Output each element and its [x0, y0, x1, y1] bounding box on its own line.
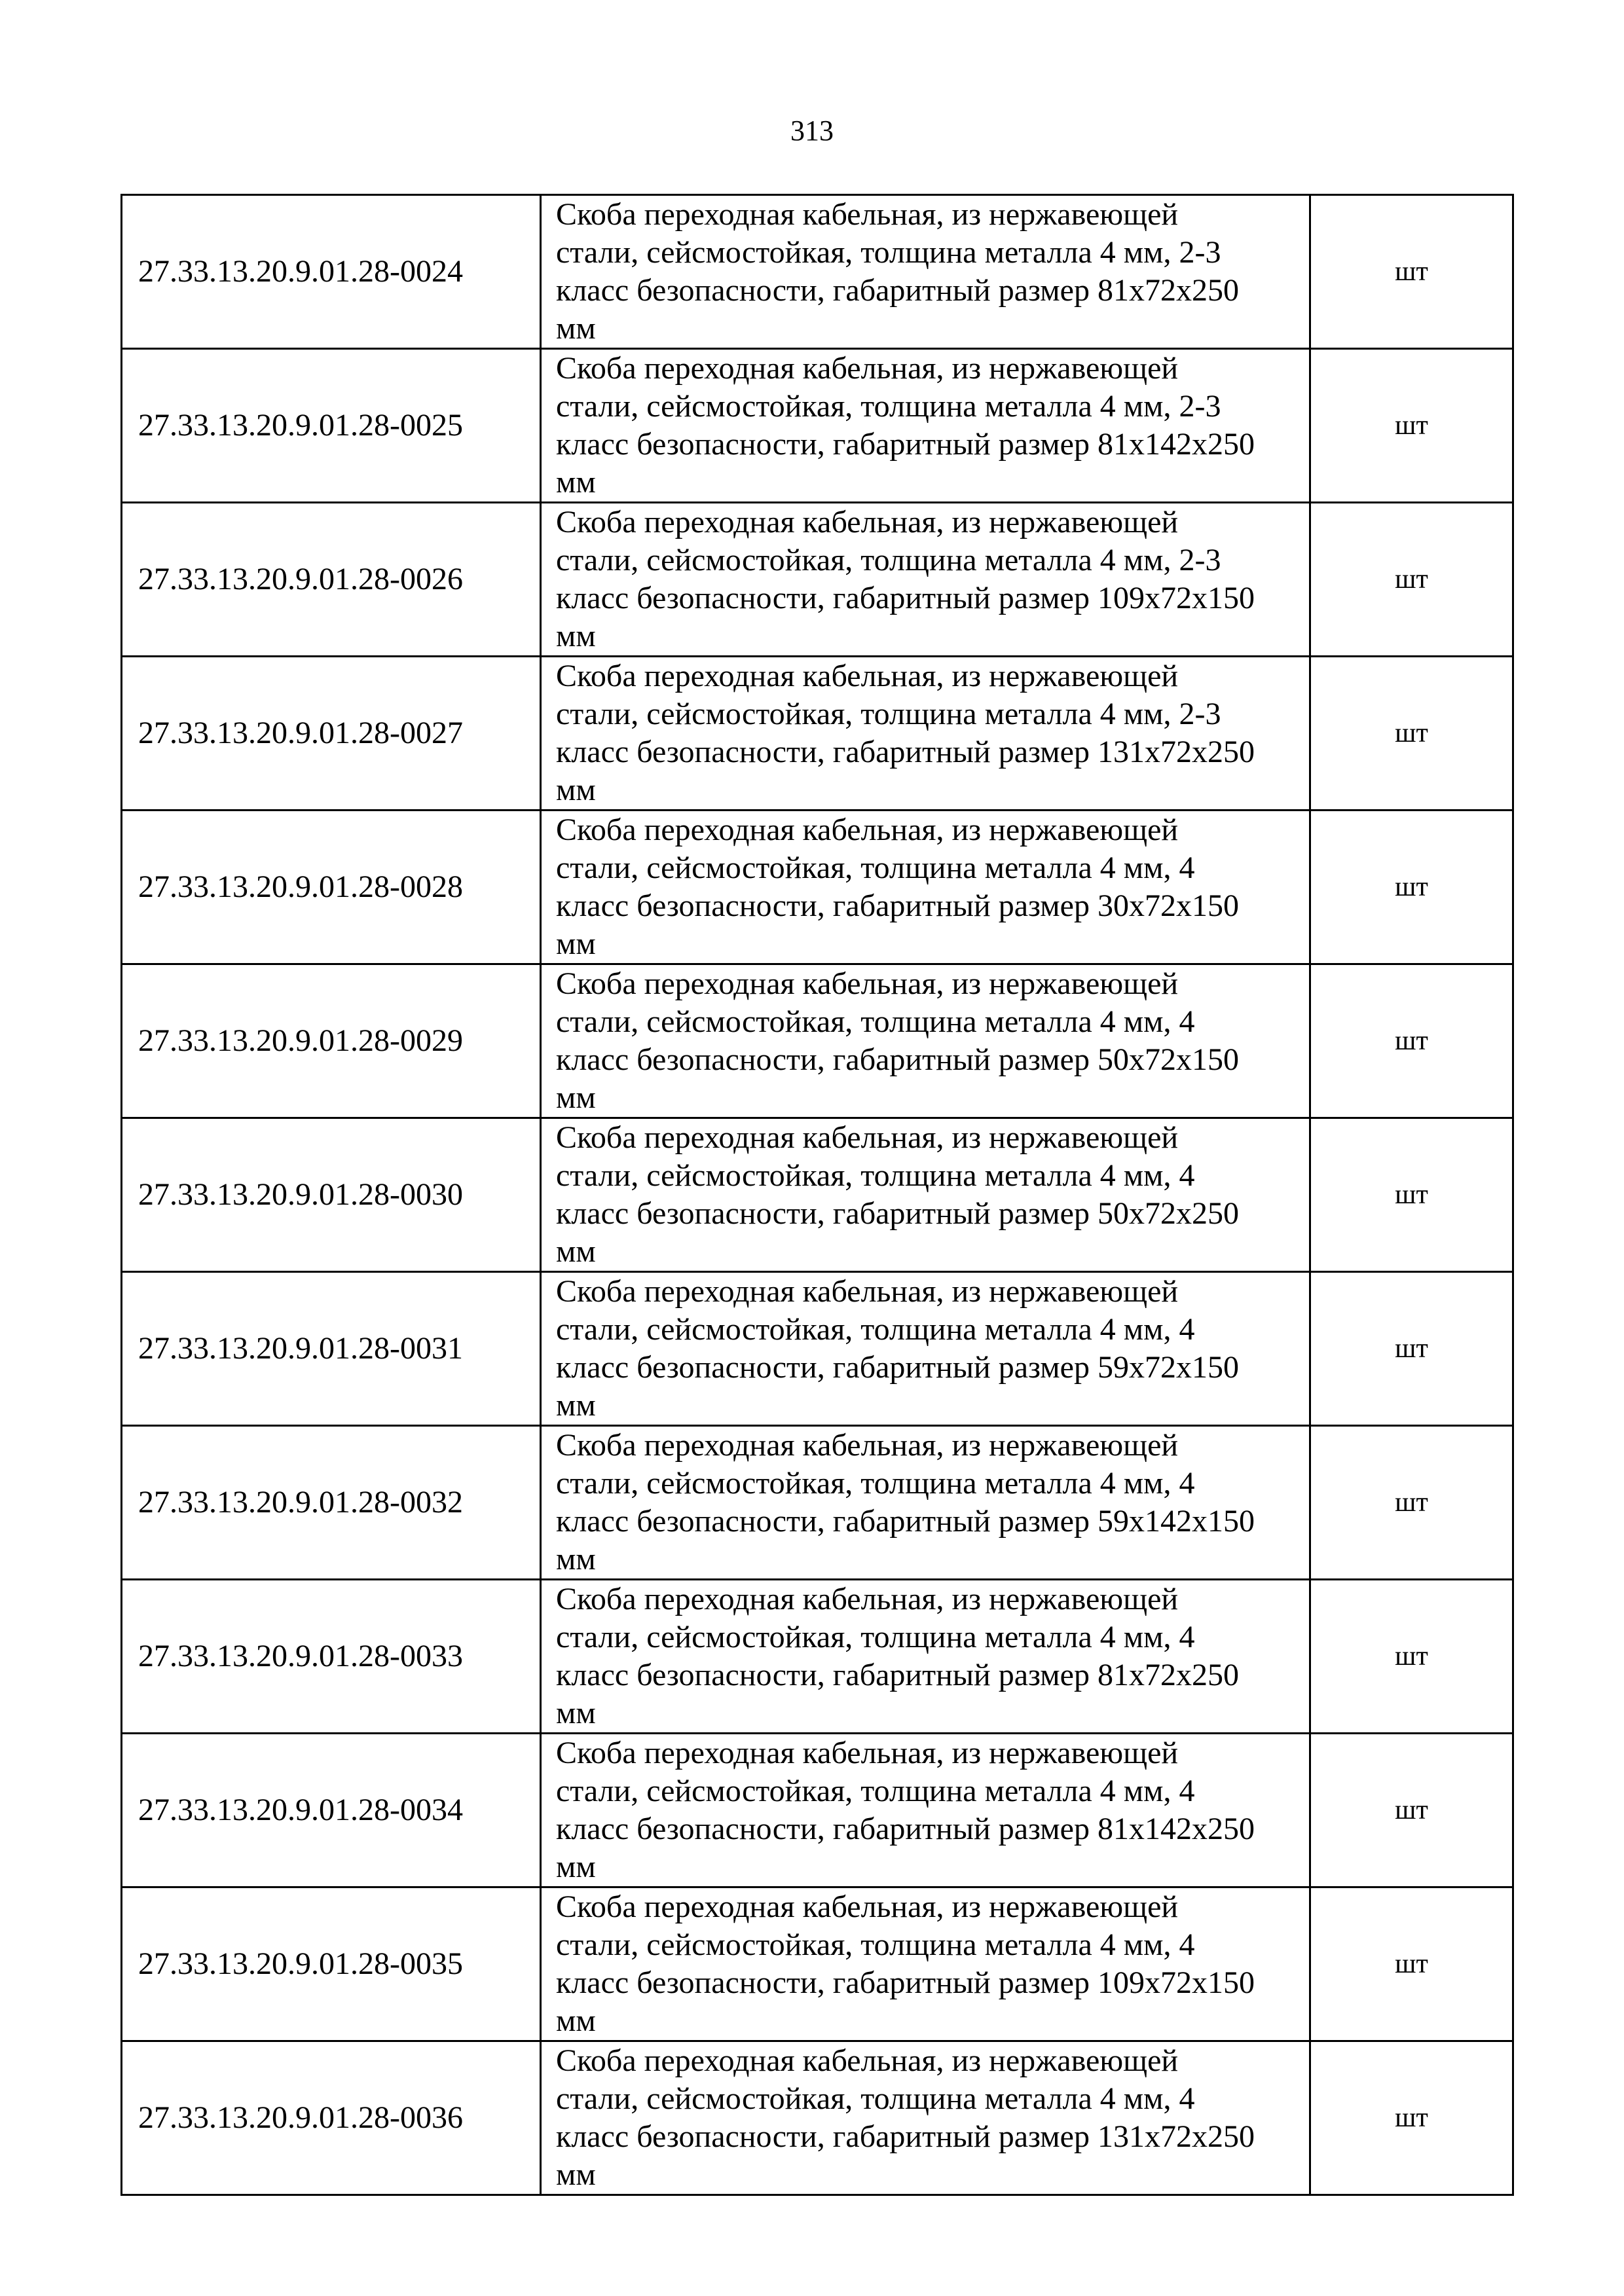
description-line: класс безопасности, габаритный размер 81x142x250 [556, 1812, 1255, 1846]
description-line: Скоба переходная кабельная, из нержавеющей [556, 197, 1179, 232]
description-line: класс безопасности, габаритный размер 81x72x250 [556, 1658, 1239, 1692]
table-row [122, 811, 1513, 964]
table-row [122, 1580, 1513, 1734]
description-line: стали, сейсмостойкая, толщина металла 4 мм, 4 [556, 1158, 1195, 1193]
description-line: класс безопасности, габаритный размер 30x72x150 [556, 888, 1239, 923]
description-line: класс безопасности, габаритный размер 109x72x150 [556, 581, 1255, 615]
description-line: стали, сейсмостойкая, толщина металла 4 мм, 4 [556, 1927, 1195, 1962]
resource-code: 27.33.13.20.9.01.28-0036 [122, 2041, 541, 2195]
description-line: Скоба переходная кабельная, из нержавеющей [556, 1736, 1179, 1770]
unit-of-measure: шт [1310, 349, 1513, 503]
table-row [122, 503, 1513, 657]
resource-description [541, 195, 1310, 349]
description-line: Скоба переходная кабельная, из нержавеющей [556, 1582, 1179, 1616]
description-line: мм [556, 1080, 596, 1115]
table-row [122, 195, 1513, 349]
resource-description [541, 1272, 1310, 1426]
resource-code: 27.33.13.20.9.01.28-0028 [122, 811, 541, 964]
table-row [122, 1887, 1513, 2041]
description-line: стали, сейсмостойкая, толщина металла 4 мм, 2-3 [556, 389, 1221, 424]
description-line: мм [556, 465, 596, 500]
description-line: Скоба переходная кабельная, из нержавеющей [556, 812, 1179, 847]
resource-description [541, 964, 1310, 1118]
unit-of-measure: шт [1310, 2041, 1513, 2195]
description-line: класс безопасности, габаритный размер 50x72x250 [556, 1196, 1239, 1231]
description-line: стали, сейсмостойкая, толщина металла 4 мм, 4 [556, 850, 1195, 885]
description-line: стали, сейсмостойкая, толщина металла 4 мм, 4 [556, 2081, 1195, 2116]
description-line: мм [556, 1388, 596, 1423]
table-row [122, 1118, 1513, 1272]
description-line: мм [556, 1696, 596, 1730]
description-line: мм [556, 311, 596, 346]
table-row [122, 2041, 1513, 2195]
description-line: Скоба переходная кабельная, из нержавеющей [556, 1428, 1179, 1463]
description-line: Скоба переходная кабельная, из нержавеющей [556, 1274, 1179, 1309]
resource-description [541, 657, 1310, 811]
resource-code: 27.33.13.20.9.01.28-0032 [122, 1426, 541, 1580]
description-line: стали, сейсмостойкая, толщина металла 4 мм, 4 [556, 1774, 1195, 1808]
resource-code: 27.33.13.20.9.01.28-0033 [122, 1580, 541, 1734]
resource-description [541, 503, 1310, 657]
unit-of-measure: шт [1310, 811, 1513, 964]
table-row [122, 1272, 1513, 1426]
table-row [122, 1426, 1513, 1580]
resource-description [541, 1887, 1310, 2041]
resource-code: 27.33.13.20.9.01.28-0030 [122, 1118, 541, 1272]
description-line: Скоба переходная кабельная, из нержавеющей [556, 966, 1179, 1001]
resource-description [541, 2041, 1310, 2195]
resource-description [541, 1580, 1310, 1734]
resource-description [541, 349, 1310, 503]
resource-code: 27.33.13.20.9.01.28-0031 [122, 1272, 541, 1426]
description-line: Скоба переходная кабельная, из нержавеющей [556, 1889, 1179, 1924]
description-line: стали, сейсмостойкая, толщина металла 4 мм, 4 [556, 1004, 1195, 1039]
unit-of-measure: шт [1310, 964, 1513, 1118]
description-line: Скоба переходная кабельная, из нержавеющей [556, 1120, 1179, 1155]
unit-of-measure: шт [1310, 1580, 1513, 1734]
description-line: Скоба переходная кабельная, из нержавеющей [556, 659, 1179, 693]
unit-of-measure: шт [1310, 1118, 1513, 1272]
description-line: мм [556, 926, 596, 961]
table-row [122, 349, 1513, 503]
page-number: 313 [790, 115, 834, 147]
resource-table [120, 194, 1514, 2196]
resource-code: 27.33.13.20.9.01.28-0029 [122, 964, 541, 1118]
description-line: Скоба переходная кабельная, из нержавеющей [556, 505, 1179, 539]
resource-description [541, 1118, 1310, 1272]
table-row [122, 1734, 1513, 1887]
table-body [122, 195, 1513, 2195]
unit-of-measure: шт [1310, 195, 1513, 349]
table-row [122, 964, 1513, 1118]
resource-code: 27.33.13.20.9.01.28-0034 [122, 1734, 541, 1887]
resource-code: 27.33.13.20.9.01.28-0024 [122, 195, 541, 349]
unit-of-measure: шт [1310, 503, 1513, 657]
description-line: класс безопасности, габаритный размер 81x142x250 [556, 427, 1255, 462]
description-line: мм [556, 1234, 596, 1269]
description-line: стали, сейсмостойкая, толщина металла 4 мм, 2-3 [556, 235, 1221, 270]
resource-code: 27.33.13.20.9.01.28-0027 [122, 657, 541, 811]
unit-of-measure: шт [1310, 1734, 1513, 1887]
description-line: мм [556, 1850, 596, 1884]
description-line: стали, сейсмостойкая, толщина металла 4 мм, 2-3 [556, 697, 1221, 731]
description-line: стали, сейсмостойкая, толщина металла 4 мм, 2-3 [556, 543, 1221, 577]
description-line: класс безопасности, габаритный размер 131x72x250 [556, 2119, 1255, 2154]
description-line: стали, сейсмостойкая, толщина металла 4 мм, 4 [556, 1620, 1195, 1654]
description-line: класс безопасности, габаритный размер 81x72x250 [556, 273, 1239, 308]
description-line: мм [556, 2157, 596, 2192]
description-line: класс безопасности, габаритный размер 50x72x150 [556, 1042, 1239, 1077]
description-line: мм [556, 773, 596, 807]
description-line: Скоба переходная кабельная, из нержавеющей [556, 2043, 1179, 2078]
resource-description [541, 811, 1310, 964]
description-line: класс безопасности, габаритный размер 109x72x150 [556, 1965, 1255, 2000]
description-line: стали, сейсмостойкая, толщина металла 4 мм, 4 [556, 1312, 1195, 1347]
resource-description [541, 1426, 1310, 1580]
description-line: класс безопасности, габаритный размер 59x142x150 [556, 1504, 1255, 1539]
unit-of-measure: шт [1310, 1426, 1513, 1580]
table-row [122, 657, 1513, 811]
description-line: мм [556, 619, 596, 653]
description-line: мм [556, 2003, 596, 2038]
resource-code: 27.33.13.20.9.01.28-0035 [122, 1887, 541, 2041]
description-line: стали, сейсмостойкая, толщина металла 4 мм, 4 [556, 1466, 1195, 1501]
unit-of-measure: шт [1310, 1887, 1513, 2041]
description-line: класс безопасности, габаритный размер 131x72x250 [556, 735, 1255, 769]
resource-code: 27.33.13.20.9.01.28-0025 [122, 349, 541, 503]
resource-code: 27.33.13.20.9.01.28-0026 [122, 503, 541, 657]
unit-of-measure: шт [1310, 1272, 1513, 1426]
resource-description [541, 1734, 1310, 1887]
description-line: Скоба переходная кабельная, из нержавеющей [556, 351, 1179, 386]
unit-of-measure: шт [1310, 657, 1513, 811]
description-line: класс безопасности, габаритный размер 59x72x150 [556, 1350, 1239, 1385]
description-line: мм [556, 1542, 596, 1576]
